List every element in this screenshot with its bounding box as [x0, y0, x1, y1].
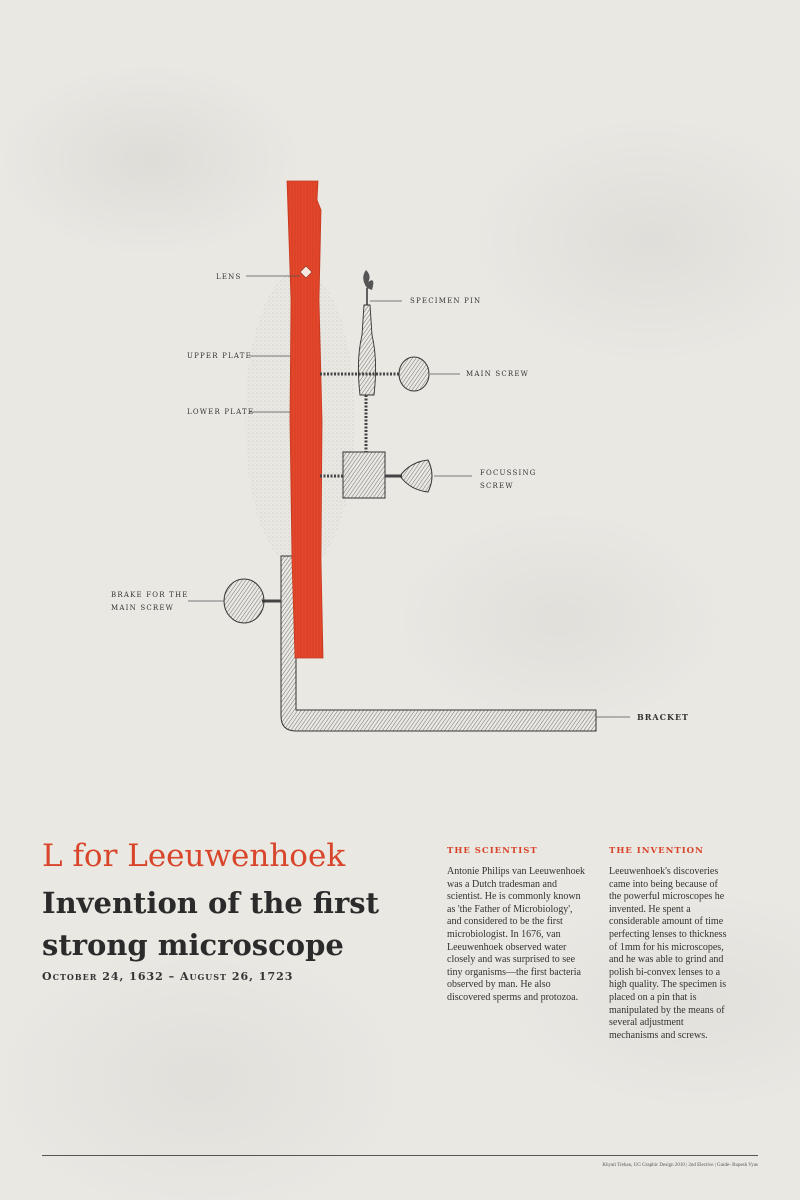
page-title: Invention of the first strong microscope: [42, 886, 379, 962]
label-brake-line1: BRAKE FOR THE: [111, 591, 189, 599]
label-focussing-screw-line2: SCREW: [480, 482, 514, 490]
brake-knob: [224, 579, 281, 623]
label-brake-line2: MAIN SCREW: [111, 604, 175, 612]
scientist-text: Antonie Philips van Leeuwenhoek was a Dutch tradesman and scientist. He is commonly known as 'the Father of Microbiology', and considered to be the first microbiologist. In 1676, van Leeuwenhoek observed water closely and was surprised to see tiny organisms—the first bacteria observed by man. He also discovered sperms and protozoa.: [447, 866, 586, 1003]
label-lower-plate: LOWER PLATE: [187, 408, 255, 416]
label-main-screw: MAIN SCREW: [466, 370, 530, 378]
invention-heading: THE INVENTION: [609, 846, 704, 856]
specimen-pin-body: [358, 305, 375, 395]
label-lens: LENS: [216, 273, 242, 281]
label-focussing-screw-line1: FOCUSSING: [480, 469, 537, 477]
label-specimen-pin: SPECIMEN PIN: [410, 297, 482, 305]
life-dates: October 24, 1632 – August 26, 1723: [42, 970, 294, 983]
scientist-heading: THE SCIENTIST: [447, 846, 538, 856]
focussing-block: [343, 452, 385, 498]
invention-text: Leeuwenhoek's discoveries came into being because of the powerful microscopes he invented. He spent a considerable amount of time perfecting lenses to thickness of 1mm for his microscopes, and he was able to grind and polish bi-convex lenses to a high quality. The specimen is placed on a pin that is manipulated by the means of several adjustment mechanisms and screws.: [609, 866, 727, 1041]
title-letter-line: L for Leeuwenhoek: [42, 838, 346, 874]
specimen-tip: [363, 270, 373, 290]
footer-credits: Khyati Trehan, UG Graphic Design 2010 | 2nd Elective | Guide- Rupesh Vyas: [602, 1163, 758, 1168]
bracket-shape: [281, 556, 596, 731]
footer-rule: [42, 1155, 758, 1156]
focussing-knob: [385, 460, 432, 492]
main-screw-knob: [399, 357, 429, 391]
label-bracket: BRACKET: [637, 712, 689, 722]
label-upper-plate: UPPER PLATE: [187, 352, 252, 360]
